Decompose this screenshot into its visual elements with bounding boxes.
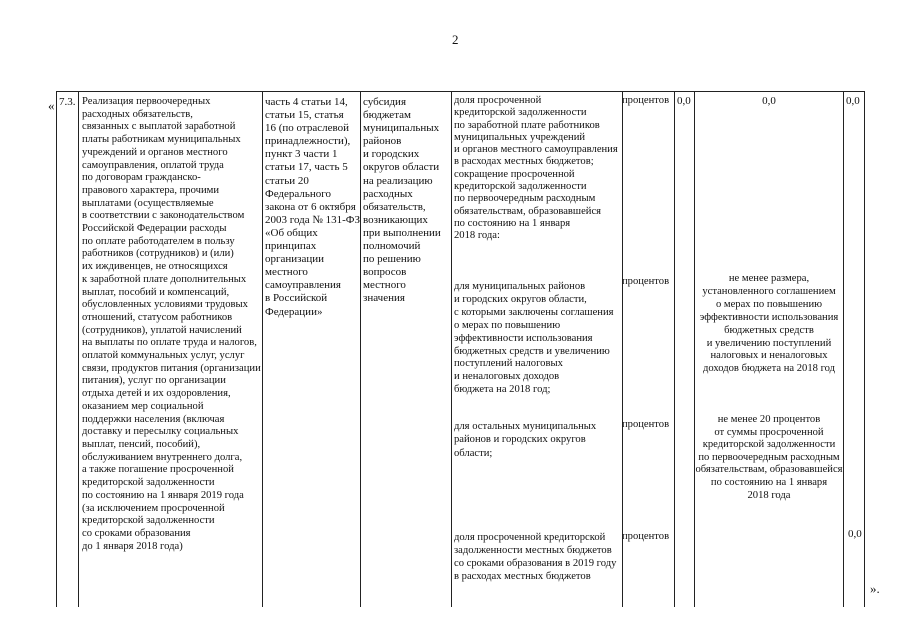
table-border-right [864, 91, 865, 607]
indicator-text-4: доля просроченной кредиторской задолженности местных бюджетов со сроками образования в 2019 году в расходах местных бюджетов [454, 532, 617, 582]
column-divider [674, 91, 675, 607]
value-c-4: 0,0 [848, 528, 862, 540]
value-b-2: не менее размера, установленного соглашением о мерах по повышению эффективности использования бюджетных средств и увеличению поступлений налоговых и неналоговых доходов бюджета на 2018 год [699, 273, 839, 375]
value-a-1: 0,0 [677, 95, 691, 107]
column-divider [843, 91, 844, 607]
column-divider [360, 91, 361, 607]
closing-quote: ». [870, 581, 880, 596]
legal-basis: часть 4 статьи 14, статьи 15, статья 16 (по отраслевой принадлежности), пункт 3 части 1 статьи 17, часть 5 статьи 20 Федерального закона от 6 октября 2003 года № 131-ФЗ «Об общих принципах организации местного самоуправления в Российской Федерации» [265, 96, 361, 318]
unit-label-3: процентов [622, 419, 670, 430]
table-border-left [56, 91, 57, 607]
subsidy-type: субсидия бюджетам муниципальных районов и городских округов области на реализацию расходных обязательств, возникающих при выполнении полномочий по решению вопросов местного значения [363, 96, 441, 305]
expense-description: Реализация первоочередных расходных обязательств, связанных с выплатой заработной платы работникам муниципальных учреждений и органов местного самоуправления, оплатой труда по договорам гражданско- правового характера, прочими выплатами (осуществляемые в соответствии с законодательством Российской Федерации расходы по оплате работодателем в пользу работников (сотрудников) и (или) их иждивенцев, не относящихся к заработной плате дополнительных выплат, пособий и компенсаций, обусловленных условиями трудовых отношений, статусом работников (сотрудников), уплатой начислений на выплаты по оплате труда и налогов, оплатой коммунальных услуг, услуг связи, продуктов питания (организации питания), услуг по организации отдыха детей и их оздоровления, оказанием мер социальной поддержки населения (включая доставку и пересылку социальных выплат, пенсий, пособий), обслуживанием внутреннего долга, а также погашение просроченной кредиторской задолженности по состоянию на 1 января 2019 года (за исключением просроченной кредиторской задолженности со сроками образования до 1 января 2018 года) [82, 96, 261, 552]
opening-quote: « [48, 98, 55, 113]
table-fragment [56, 91, 866, 609]
indicator-text-2: для муниципальных районов и городских округов области, с которыми заключены соглашения о мерах по повышению эффективности использования бюджетных средств и увеличению поступлений налоговых и неналоговых доходов бюджета на 2018 год; [454, 281, 614, 396]
unit-label-4: процентов [622, 531, 670, 542]
unit-label-1: процентов [622, 95, 670, 106]
table-border-top [56, 91, 865, 92]
unit-label-2: процентов [622, 276, 670, 287]
value-b-3: не менее 20 процентов от суммы просроченной кредиторской задолженности по первоочередным расходным обязательствам, образовавшейся по состоянию на 1 января 2018 года [695, 414, 843, 501]
column-divider [262, 91, 263, 607]
row-number: 7.3. [59, 96, 76, 108]
indicator-text-1: доля просроченной кредиторской задолженности по заработной плате работников муниципальных учреждений и органов местного самоуправления в расходах местных бюджетов; сокращение просроченной кредиторской задолженности по первоочередным расходным обязательствам, образовавшейся по состоянию на 1 января 2018 года: [454, 95, 618, 242]
column-divider [622, 91, 623, 607]
column-divider [451, 91, 452, 607]
value-c-1: 0,0 [846, 95, 860, 107]
page-number: 2 [452, 32, 459, 47]
value-b-1: 0,0 [762, 95, 776, 107]
column-divider [78, 91, 79, 607]
indicator-text-3: для остальных муниципальных районов и городских округов области; [454, 421, 597, 459]
